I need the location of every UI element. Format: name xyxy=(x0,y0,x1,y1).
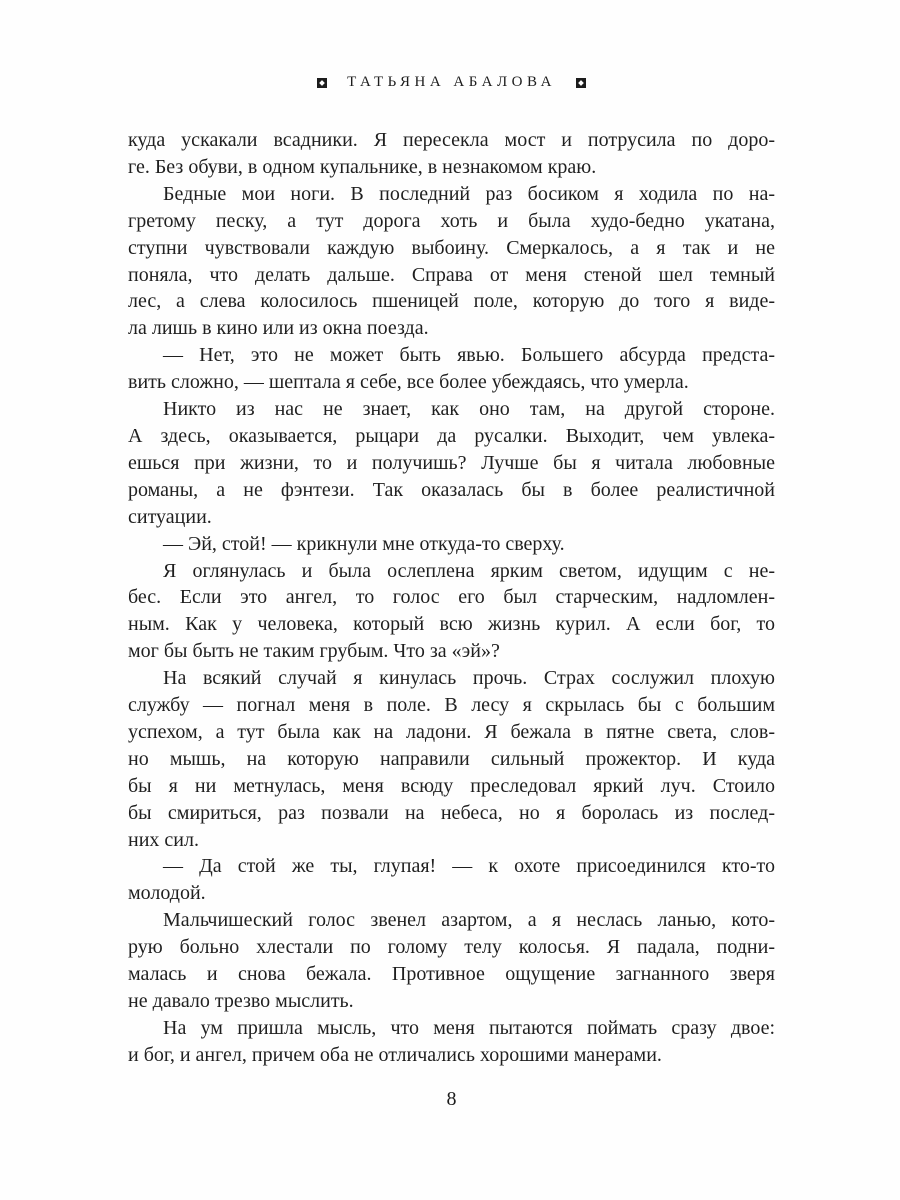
paragraph xyxy=(128,181,775,342)
ornament-inner-diamond xyxy=(578,80,584,86)
paragraph xyxy=(128,665,775,853)
text-line: — Эй, стой! — крикнули мне откуда-то сверху. xyxy=(163,532,565,555)
text-line: куда ускакали всадники. Я пересекла мост и потрусила по доро- xyxy=(128,129,775,151)
paragraph xyxy=(128,127,775,181)
text-line: службу — погнал меня в поле. В лесу я скрылась бы с большим xyxy=(128,694,775,717)
text-line: Никто из нас не знает, как оно там, на другой стороне. xyxy=(163,398,775,421)
text-line: вить сложно, — шептала я себе, все более убеждаясь, что умерла. xyxy=(128,371,689,394)
text-line: молодой. xyxy=(128,882,206,905)
text-line: На всякий случай я кинулась прочь. Страх сослужил плохую xyxy=(163,667,775,690)
text-line: не давало трезво мыслить. xyxy=(128,990,354,1012)
text-line: Мальчишеский голос звенел азартом, а я неслась ланью, кото- xyxy=(163,909,775,932)
ornament-inner-diamond xyxy=(319,80,325,86)
paragraph xyxy=(128,342,775,396)
text-line: поняла, что делать дальше. Справа от меня стеной шел темный xyxy=(128,263,775,286)
text-line: бес. Если это ангел, то голос его был старческим, надломлен- xyxy=(128,586,775,609)
text-line: романы, а не фэнтези. Так оказалась бы в более реалистичной xyxy=(128,478,775,501)
text-line: рую больно хлестали по голому телу колосья. Я падала, подни- xyxy=(128,936,775,959)
square-diamond-ornament-icon xyxy=(576,78,586,88)
text-line: На ум пришла мысль, что меня пытаются поймать сразу двое: xyxy=(163,1016,775,1039)
paragraph xyxy=(128,531,775,558)
text-line: успехом, а тут была как на ладони. Я бежала в пятне света, слов- xyxy=(128,720,775,743)
author-name: ТАТЬЯНА АБАЛОВА xyxy=(347,74,556,90)
text-line: лес, а слева колосилось пшеницей поле, которую до того я виде- xyxy=(128,290,775,313)
text-line: ступни чувствовали каждую выбоину. Смеркалось, а я так и не xyxy=(128,236,775,259)
page-number: 8 xyxy=(446,1088,457,1110)
text-line: но мышь, на которую направили сильный прожектор. И куда xyxy=(128,747,775,770)
text-line: ла лишь в кино или из окна поезда. xyxy=(128,317,429,340)
text-line: ге. Без обуви, в одном купальнике, в незнакомом краю. xyxy=(128,155,597,178)
text-line: малась и снова бежала. Противное ощущение загнанного зверя xyxy=(128,963,775,986)
text-line: мог бы быть не таким грубым. Что за «эй»? xyxy=(128,640,500,663)
text-line: — Нет, это не может быть явью. Большего абсурда предста- xyxy=(163,344,775,367)
text-line: — Да стой же ты, глупая! — к охоте присоединился кто-то xyxy=(163,855,775,878)
paragraph xyxy=(128,1015,775,1069)
text-line: ным. Как у человека, который всю жизнь курил. А если бог, то xyxy=(128,613,775,636)
text-line: бы я ни метнулась, меня всюду преследовал яркий луч. Стоило xyxy=(128,774,775,797)
text-line: ситуации. xyxy=(128,505,212,528)
text-line: них сил. xyxy=(128,828,199,851)
text-line: А здесь, оказывается, рыцари да русалки. Выходит, чем увлека- xyxy=(128,424,775,447)
text-line: бы смириться, раз позвали на небеса, но я боролась из послед- xyxy=(128,801,775,824)
text-line: Я оглянулась и была ослеплена ярким светом, идущим с не- xyxy=(163,559,775,582)
text-line: Бедные мои ноги. В последний раз босиком я ходила по на- xyxy=(163,182,775,205)
paragraph xyxy=(128,558,775,666)
text-line: ешься при жизни, то и получишь? Лучше бы я читала любовные xyxy=(128,451,775,474)
paragraph xyxy=(128,907,775,1015)
paragraph xyxy=(128,853,775,907)
text-line: и бог, и ангел, причем оба не отличались хорошими манерами. xyxy=(128,1043,662,1066)
body-text-block xyxy=(128,127,775,1069)
text-line: гретому песку, а тут дорога хоть и была худо-бедно укатана, xyxy=(128,209,775,232)
running-header xyxy=(128,74,775,91)
paragraph xyxy=(128,396,775,531)
square-diamond-ornament-icon xyxy=(317,78,327,88)
